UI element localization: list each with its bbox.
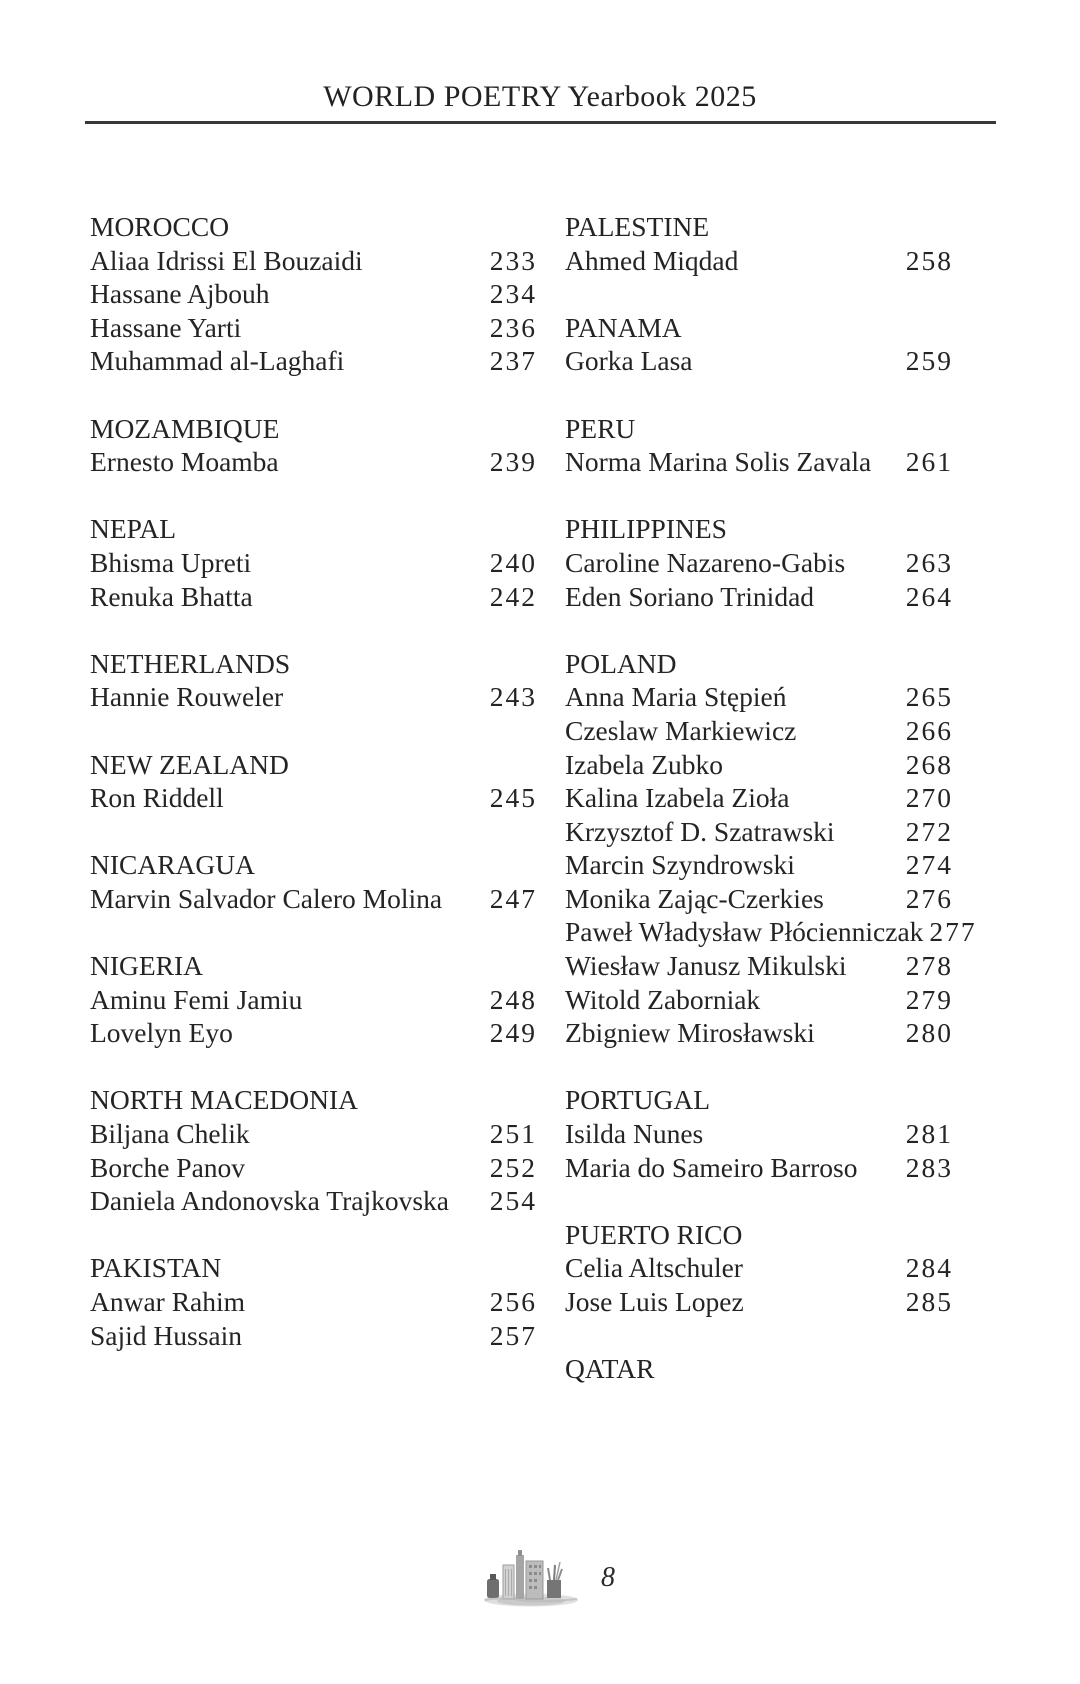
poet-name: Maria do Sameiro Barroso	[565, 1151, 858, 1183]
toc-entry-row	[90, 1285, 537, 1319]
poet-name: Eden Soriano Trinidad	[565, 580, 815, 612]
page-number: 268	[905, 748, 953, 780]
country-heading: NEPAL	[90, 513, 177, 545]
poet-name: Paweł Władysław Płócienniczak	[565, 916, 924, 948]
page-number: 237	[489, 345, 537, 377]
poet-name: Kalina Izabela Zioła	[565, 782, 790, 814]
page-footer	[8, 1548, 1080, 1608]
page-number: 243	[489, 681, 537, 713]
toc-column-left	[90, 210, 537, 1386]
page-number: 239	[489, 446, 537, 478]
toc-section	[90, 1251, 537, 1352]
toc-section	[90, 647, 537, 714]
page-number: 251	[489, 1118, 537, 1150]
poet-name: Norma Marina Solis Zavala	[565, 446, 872, 478]
toc-entry-row	[565, 344, 953, 378]
country-heading: QATAR	[565, 1353, 655, 1385]
toc-section	[90, 1083, 537, 1217]
page-number: 254	[489, 1185, 537, 1217]
toc-entry-row	[565, 546, 953, 580]
toc-section	[90, 412, 537, 479]
toc-entry-row	[90, 882, 537, 916]
poet-name: Anna Maria Stępień	[565, 681, 787, 713]
page-title: WORLD POETRY Yearbook 2025	[323, 80, 757, 113]
poet-name: Anwar Rahim	[90, 1286, 246, 1317]
page-number: 234	[489, 278, 537, 310]
toc-entry-row	[90, 781, 537, 815]
poet-name: Caroline Nazareno-Gabis	[565, 546, 846, 578]
toc-section	[565, 647, 977, 1050]
toc-entry-row	[90, 1016, 537, 1050]
page-number: 280	[905, 1017, 953, 1049]
toc-section	[90, 949, 537, 1050]
toc-entry-row	[565, 1016, 953, 1050]
poet-name: Czeslaw Markiewicz	[565, 714, 797, 746]
page-number: 8	[601, 1562, 615, 1593]
toc-section	[565, 1218, 953, 1319]
page-number: 285	[905, 1286, 953, 1317]
page-number: 277	[929, 916, 977, 948]
toc-entry-row	[90, 244, 537, 278]
page-number: 274	[905, 849, 953, 881]
poet-name: Ron Riddell	[90, 782, 224, 814]
city-sketch-illustration	[481, 1548, 581, 1608]
toc-entry-row	[90, 580, 537, 614]
country-heading: PERU	[565, 412, 636, 444]
country-heading: NICARAGUA	[90, 849, 255, 881]
country-heading: NETHERLANDS	[90, 647, 291, 679]
toc-entry-row	[565, 445, 953, 479]
page-number: 233	[489, 244, 537, 276]
country-heading: NORTH MACEDONIA	[90, 1084, 358, 1116]
country-heading: MOROCCO	[90, 211, 230, 242]
country-heading: PANAMA	[565, 311, 682, 343]
table-of-contents	[90, 210, 977, 1386]
poet-name: Izabela Zubko	[565, 748, 724, 780]
toc-section	[90, 210, 537, 378]
toc-entry-row	[565, 1117, 953, 1151]
page-number: 284	[905, 1252, 953, 1284]
page-number: 264	[905, 580, 953, 612]
poet-name: Lovelyn Eyo	[90, 1017, 233, 1049]
toc-section	[565, 512, 953, 613]
poet-name: Renuka Bhatta	[90, 580, 253, 612]
poet-name: Zbigniew Mirosławski	[565, 1017, 815, 1049]
toc-entry-row	[90, 1117, 537, 1151]
page-number: 276	[905, 882, 953, 914]
page-number: 279	[905, 983, 953, 1015]
poet-name: Hassane Ajbouh	[90, 278, 270, 310]
toc-section	[90, 748, 537, 815]
poet-name: Jose Luis Lopez	[565, 1286, 744, 1317]
poet-name: Ahmed Miqdad	[565, 244, 739, 276]
page-number: 247	[489, 882, 537, 914]
toc-entry-row	[565, 848, 953, 882]
page-number: 240	[489, 546, 537, 578]
page-number: 256	[489, 1286, 537, 1317]
toc-entry-row	[90, 277, 537, 311]
country-heading: PORTUGAL	[565, 1084, 711, 1116]
poet-name: Borche Panov	[90, 1151, 246, 1183]
page-number: 281	[905, 1118, 953, 1150]
toc-entry-row	[565, 781, 953, 815]
toc-entry-row	[565, 580, 953, 614]
page-number: 278	[905, 950, 953, 982]
poet-name: Hassane Yarti	[90, 311, 242, 343]
toc-entry-row	[90, 680, 537, 714]
toc-section	[90, 512, 537, 613]
toc-entry-row	[90, 1319, 537, 1353]
page-number: 270	[905, 782, 953, 814]
toc-entry-row	[565, 882, 953, 916]
page-number: 248	[489, 983, 537, 1015]
toc-entry-row	[565, 815, 953, 849]
page-number: 283	[905, 1151, 953, 1183]
toc-section	[565, 210, 953, 277]
page-number: 236	[489, 311, 537, 343]
page-number: 252	[489, 1151, 537, 1183]
toc-entry-row	[565, 748, 953, 782]
page-number: 249	[489, 1017, 537, 1049]
page-number: 245	[489, 782, 537, 814]
country-heading: NEW ZEALAND	[90, 748, 289, 780]
toc-section	[90, 848, 537, 915]
poet-name: Aminu Femi Jamiu	[90, 983, 303, 1015]
poet-name: Sajid Hussain	[90, 1319, 243, 1351]
toc-entry-row	[90, 445, 537, 479]
country-heading: MOZAMBIQUE	[90, 412, 280, 444]
poet-name: Marvin Salvador Calero Molina	[90, 882, 443, 914]
toc-entry-row	[565, 244, 953, 278]
page-number: 265	[905, 681, 953, 713]
toc-section	[565, 1352, 953, 1386]
toc-section	[565, 1083, 953, 1184]
poet-name: Wiesław Janusz Mikulski	[565, 950, 847, 982]
toc-entry-row	[90, 311, 537, 345]
page-number: 272	[905, 815, 953, 847]
poet-name: Monika Zając-Czerkies	[565, 882, 824, 914]
country-heading: PALESTINE	[565, 211, 710, 242]
country-heading: PAKISTAN	[90, 1252, 222, 1284]
country-heading: PHILIPPINES	[565, 513, 727, 545]
poet-name: Muhammad al-Laghafi	[90, 345, 345, 377]
page-number: 261	[905, 446, 953, 478]
poet-name: Ernesto Moamba	[90, 446, 279, 478]
poet-name: Witold Zaborniak	[565, 983, 761, 1015]
toc-entry-row	[90, 546, 537, 580]
toc-entry-row	[90, 344, 537, 378]
toc-entry-row	[565, 949, 953, 983]
toc-entry-row	[565, 714, 953, 748]
toc-entry-row	[565, 1285, 953, 1319]
poet-name: Krzysztof D. Szatrawski	[565, 815, 835, 847]
page-number: 263	[905, 546, 953, 578]
country-heading: PUERTO RICO	[565, 1218, 743, 1250]
toc-section	[565, 311, 953, 378]
toc-entry-row	[90, 983, 537, 1017]
page-number: 259	[905, 345, 953, 377]
toc-column-right	[565, 210, 977, 1386]
poet-name: Gorka Lasa	[565, 345, 693, 377]
header-rule	[85, 121, 996, 124]
toc-section	[565, 412, 953, 479]
page-number: 258	[905, 244, 953, 276]
poet-name: Daniela Andonovska Trajkovska	[90, 1185, 450, 1217]
page-number: 242	[489, 580, 537, 612]
page-number: 257	[489, 1319, 537, 1351]
toc-entry-row	[565, 1251, 953, 1285]
poet-name: Hannie Rouweler	[90, 681, 284, 713]
poet-name: Celia Altschuler	[565, 1252, 743, 1284]
toc-entry-row	[90, 1151, 537, 1185]
toc-entry-row	[565, 915, 977, 949]
toc-entry-row	[90, 1184, 537, 1218]
toc-entry-row	[565, 1151, 953, 1185]
poet-name: Bhisma Upreti	[90, 546, 252, 578]
country-heading: POLAND	[565, 647, 677, 679]
poet-name: Biljana Chelik	[90, 1118, 250, 1150]
poet-name: Isilda Nunes	[565, 1118, 704, 1150]
country-heading: NIGERIA	[90, 950, 204, 982]
page-number: 266	[905, 714, 953, 746]
toc-entry-row	[565, 680, 953, 714]
poet-name: Aliaa Idrissi El Bouzaidi	[90, 244, 363, 276]
toc-entry-row	[565, 983, 953, 1017]
poet-name: Marcin Szyndrowski	[565, 849, 795, 881]
